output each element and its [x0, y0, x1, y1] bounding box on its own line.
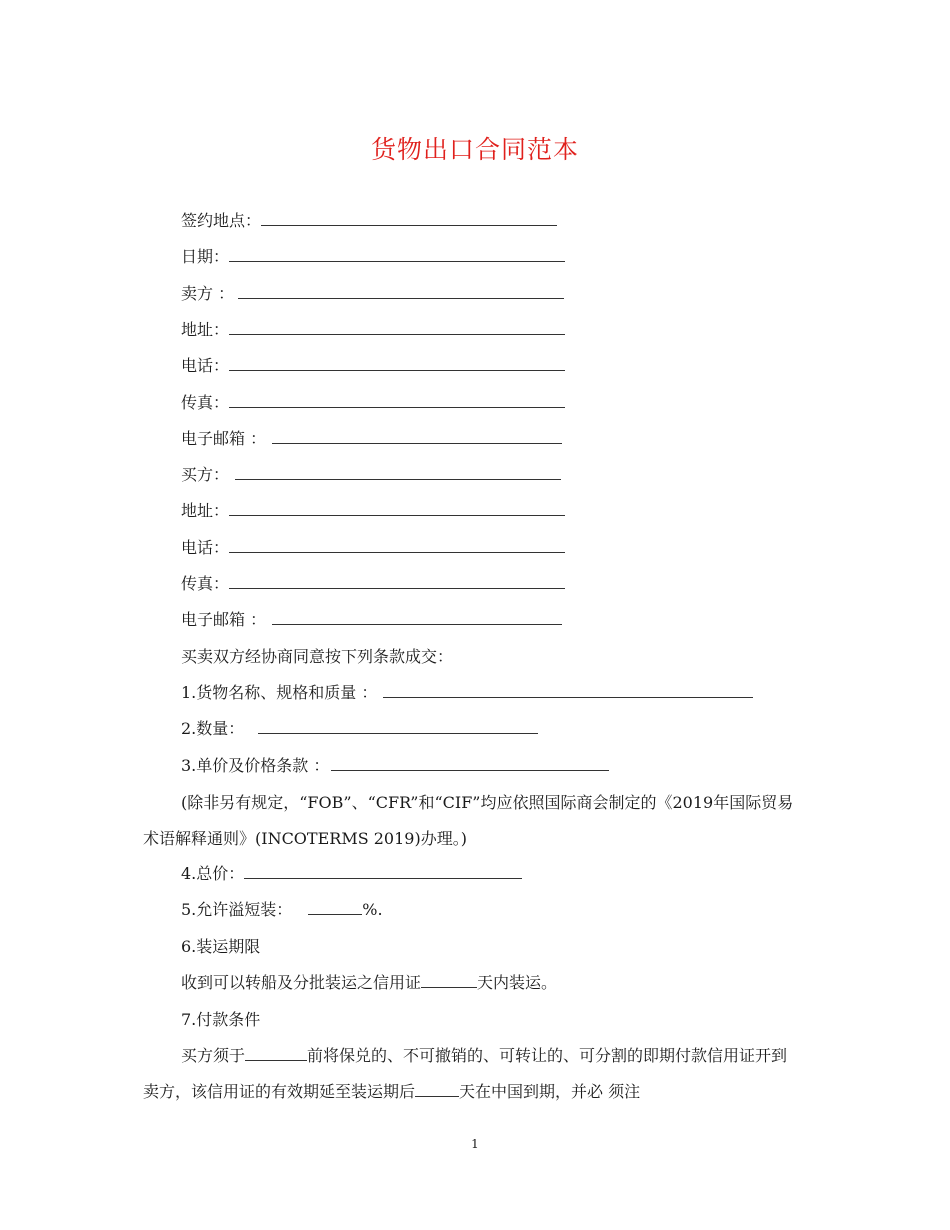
clause-7-text [143, 1038, 803, 1110]
field-buyer [181, 465, 561, 485]
fill-blank[interactable] [421, 973, 477, 988]
field-sign-place [181, 211, 557, 231]
clause-2 [181, 719, 538, 739]
field-buyer-address [181, 501, 565, 521]
page-number: 1 [471, 1137, 479, 1151]
document-title: 货物出口合同范本 [370, 135, 579, 164]
field-label: 电子邮箱 ： [181, 429, 267, 448]
clause-label: 1.货物名称、规格和质量 ： [181, 683, 378, 702]
clause-text: 收到可以转船及分批装运之信用证 [181, 973, 422, 992]
field-label: 电话： [181, 356, 230, 375]
clause-4 [181, 864, 522, 884]
clause-text: 天在中国到期，并必 须注 [459, 1082, 641, 1101]
clause-text: 买方须于 [181, 1046, 246, 1065]
fill-blank[interactable] [229, 393, 565, 408]
clause-6-text [181, 973, 557, 993]
clause-7-heading: 7.付款条件 [181, 1010, 261, 1029]
fill-blank[interactable] [272, 610, 562, 625]
fill-blank[interactable] [229, 574, 565, 589]
field-buyer-phone [181, 538, 565, 558]
fill-blank[interactable] [229, 501, 565, 516]
fill-blank[interactable] [229, 247, 565, 262]
field-label: 卖方 ： [181, 284, 235, 303]
field-label: 签约地点： [181, 211, 262, 230]
fill-blank[interactable] [272, 429, 562, 444]
clause-text: 前将保兑的、不可撤销的、可转让的、可分割的即期付款信用证开到卖方，该信用证的有效期延至装运期后 [143, 1046, 788, 1101]
clause-label: 4.总价： [181, 864, 245, 883]
fill-blank[interactable] [308, 900, 362, 915]
field-seller-phone [181, 356, 565, 376]
field-buyer-email [181, 610, 562, 630]
intro-text: 买卖双方经协商同意按下列条款成交： [181, 647, 454, 666]
fill-blank[interactable] [229, 538, 565, 553]
clause-label: 3.单价及价格条款 ： [181, 756, 330, 775]
field-label: 地址： [181, 501, 230, 520]
clause-text: 天内装运。 [477, 973, 558, 992]
fill-blank[interactable] [229, 320, 565, 335]
field-label: 电话： [181, 538, 230, 557]
fill-blank[interactable] [261, 211, 557, 226]
fill-blank[interactable] [235, 465, 561, 480]
fill-blank[interactable] [415, 1082, 459, 1097]
fill-blank[interactable] [238, 284, 564, 299]
fill-blank[interactable] [383, 683, 753, 698]
clause-suffix: %. [362, 900, 383, 919]
field-label: 传真： [181, 393, 230, 412]
field-seller [181, 284, 564, 304]
fill-blank[interactable] [245, 1046, 307, 1061]
fill-blank[interactable] [258, 719, 538, 734]
clause-label: 5.允许溢短装： [181, 900, 293, 919]
field-seller-email [181, 429, 562, 449]
clause-label: 2.数量： [181, 719, 245, 738]
field-label: 地址： [181, 320, 230, 339]
clause-5 [181, 900, 383, 920]
field-label: 日期： [181, 247, 230, 266]
fill-blank[interactable] [229, 356, 565, 371]
clause-6-heading: 6.装运期限 [181, 937, 261, 956]
clause-3 [181, 756, 609, 776]
field-buyer-fax [181, 574, 565, 594]
fill-blank[interactable] [331, 756, 609, 771]
field-label: 电子邮箱 ： [181, 610, 267, 629]
fill-blank[interactable] [244, 864, 522, 879]
field-label: 传真： [181, 574, 230, 593]
field-seller-address [181, 320, 565, 340]
clause-1 [181, 683, 753, 703]
field-date [181, 247, 565, 267]
clause-3-note: (除非另有规定，“FOB”、“CFR”和“CIF”均应依照国际商会制定的《2019年国际贸易术语解释通则》(INCOTERMS 2019)办理。) [143, 793, 794, 848]
field-seller-fax [181, 393, 565, 413]
field-label: 买方： [181, 465, 230, 484]
